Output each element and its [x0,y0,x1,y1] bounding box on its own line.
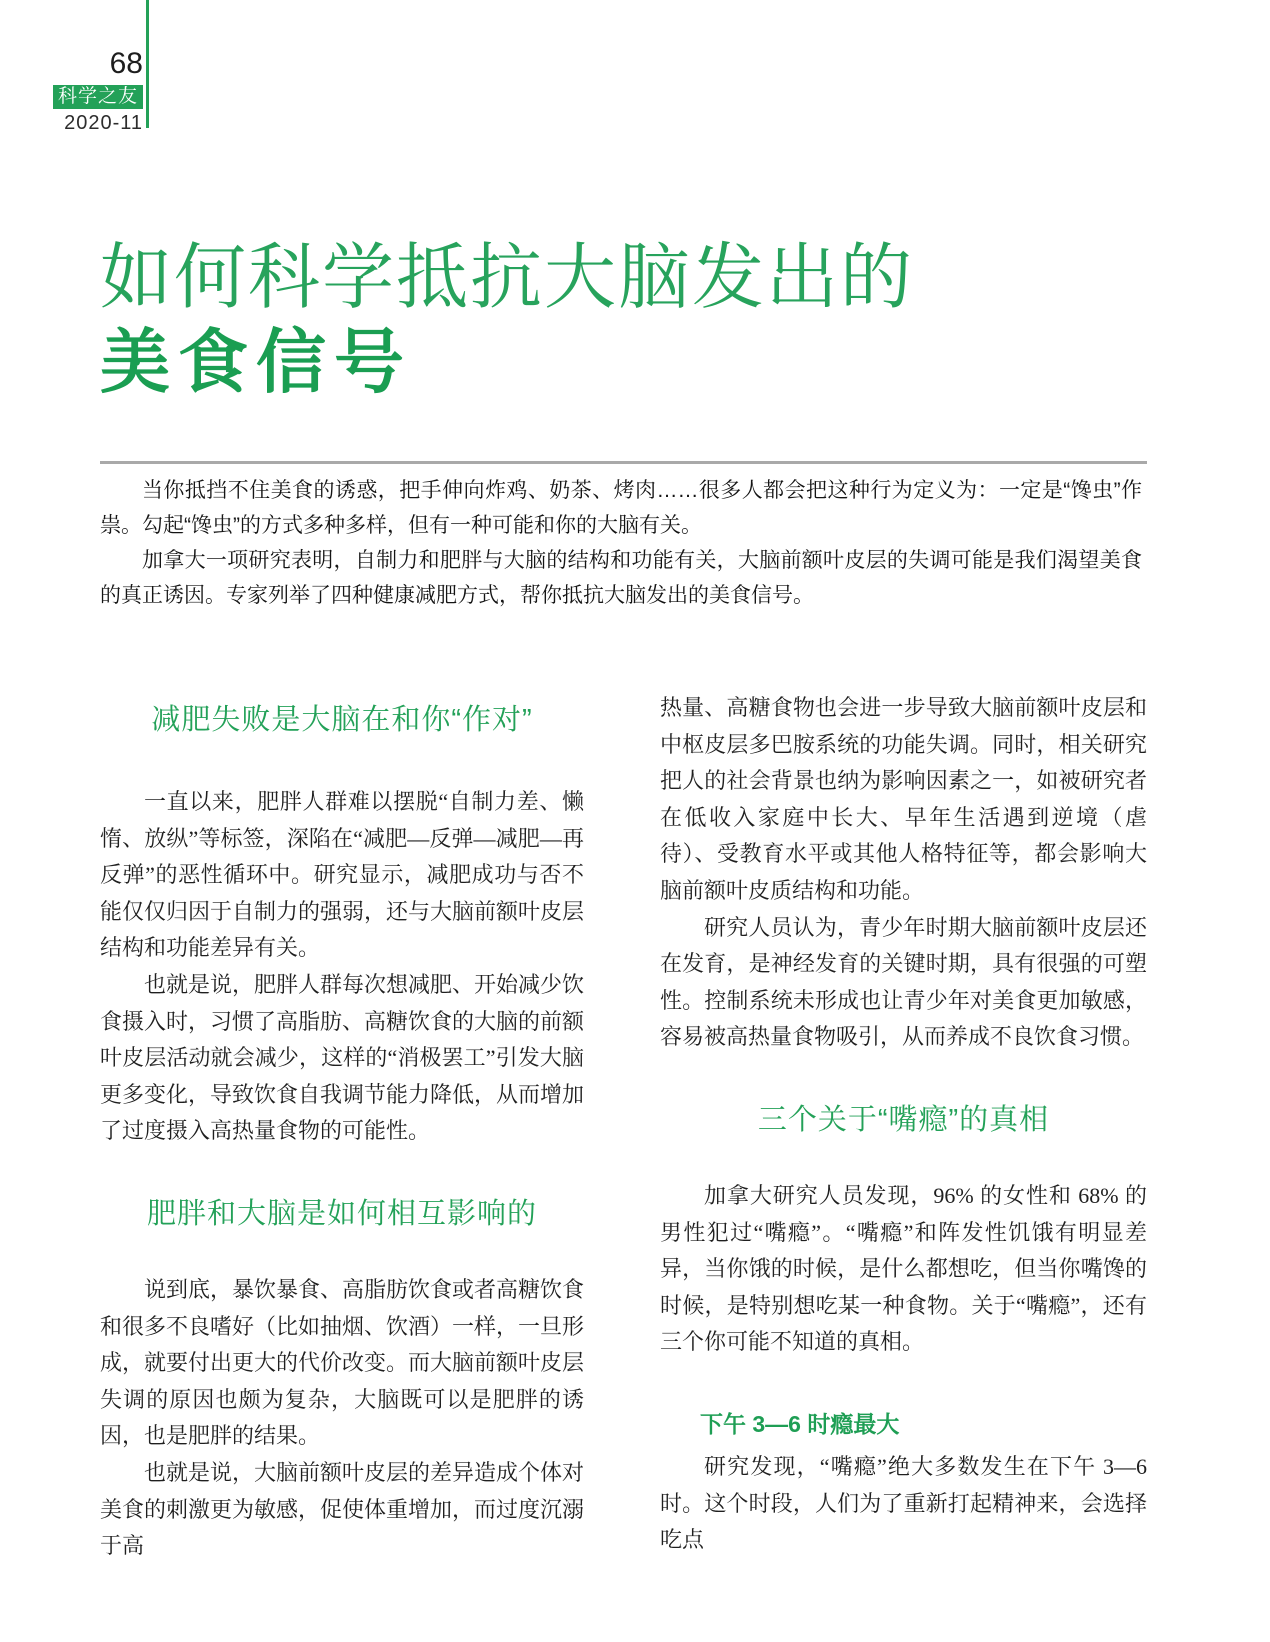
article-title-line-2: 美食信号 [100,323,412,401]
body-paragraph: 研究发现，“嘴瘾”绝大多数发生在下午 3—6 时。这个时段，人们为了重新打起精神来，会选择吃点 [660,1453,1147,1553]
body-paragraph: 一直以来，肥胖人群难以摆脱“自制力差、懒惰、放纵”等标签，深陷在“减肥—反弹—减肥—再反弹”的恶性循环中。研究显示，减肥成功与否不能仅仅归因于自制力的强弱，还与大脑前额叶皮层结构和功能差异有关。 [100,789,585,961]
lede [100,473,1142,613]
body-paragraph: 也就是说，大脑前额叶皮层的差异造成个体对美食的刺激更为敏感，促使体重增加，而过度沉溺于高 [100,1459,585,1559]
page-number: 68 [109,47,143,80]
issue-date: 2020-11 [64,112,143,134]
lede-paragraph-2: 加拿大一项研究表明，自制力和肥胖与大脑的结构和功能有关，大脑前额叶皮层的失调可能是我们渴望美食的真正诱因。专家列举了四种健康减肥方式，帮你抵抗大脑发出的美食信号。 [100,549,1142,607]
section-heading-diet-failure: 减肥失败是大脑在和你“作对” [151,704,533,736]
section-heading-obesity-brain: 肥胖和大脑是如何相互影响的 [146,1197,537,1230]
article-title-line-1: 如何科学抵抗大脑发出的 [100,238,915,318]
section-heading-three-truths: 三个关于“嘴瘾”的真相 [757,1103,1050,1136]
left-column [100,690,584,1565]
horizontal-divider [100,461,1147,464]
body-paragraph: 研究人员认为，青少年时期大脑前额叶皮层还在发育，是神经发育的关键时期，具有很强的可塑性。控制系统未形成也让青少年对美食更加敏感，容易被高热量食物吸引，从而养成不良饮食习惯。 [660,914,1147,1050]
lede-paragraph-1: 当你抵挡不住美食的诱惑，把手伸向炸鸡、奶茶、烤肉……很多人都会把这种行为定义为：一定是“馋虫”作祟。勾起“馋虫”的方式多种多样，但有一种可能和你的大脑有关。 [100,479,1142,537]
magazine-name-badge: 科学之友 [53,85,143,109]
right-column [660,690,1147,1565]
article-title [100,238,914,400]
body-paragraph: 说到底，暴饮暴食、高脂肪饮食或者高糖饮食和很多不良嗜好（比如抽烟、饮酒）一样，一旦形成，就要付出更大的代价改变。而大脑前额叶皮层失调的原因也颇为复杂，大脑既可以是肥胖的诱因，也是肥胖的结果。 [100,1276,585,1449]
masthead [0,46,143,135]
body-paragraph: 也就是说，肥胖人群每次想减肥、开始减少饮食摄入时，习惯了高脂肪、高糖饮食的大脑的前额叶皮层活动就会减少，这样的“消极罢工”引发大脑更多变化，导致饮食自我调节能力降低，从而增加了过度摄入高热量食物的可能性。 [100,971,585,1144]
article-body [100,690,1147,1565]
masthead-vertical-rule [146,0,149,128]
subsection-heading-afternoon-craving: 下午 3—6 时瘾最大 [700,1410,900,1437]
body-paragraph-continued: 热量、高糖食物也会进一步导致大脑前额叶皮层和中枢皮层多巴胺系统的功能失调。同时，相关研究把人的社会背景也纳为影响因素之一，如被研究者在低收入家庭中长大、早年生活遇到逆境（虐待）、受教育水平或其他人格特征等，都会影响大脑前额叶皮质结构和功能。 [660,695,1147,903]
body-paragraph: 加拿大研究人员发现，96% 的女性和 68% 的男性犯过“嘴瘾”。“嘴瘾”和阵发性饥饿有明显差异，当你饿的时候，是什么都想吃，但当你嘴馋的时候，是特别想吃某一种食物。关于“嘴瘾”，还有三个你可能不知道的真相。 [660,1182,1147,1355]
